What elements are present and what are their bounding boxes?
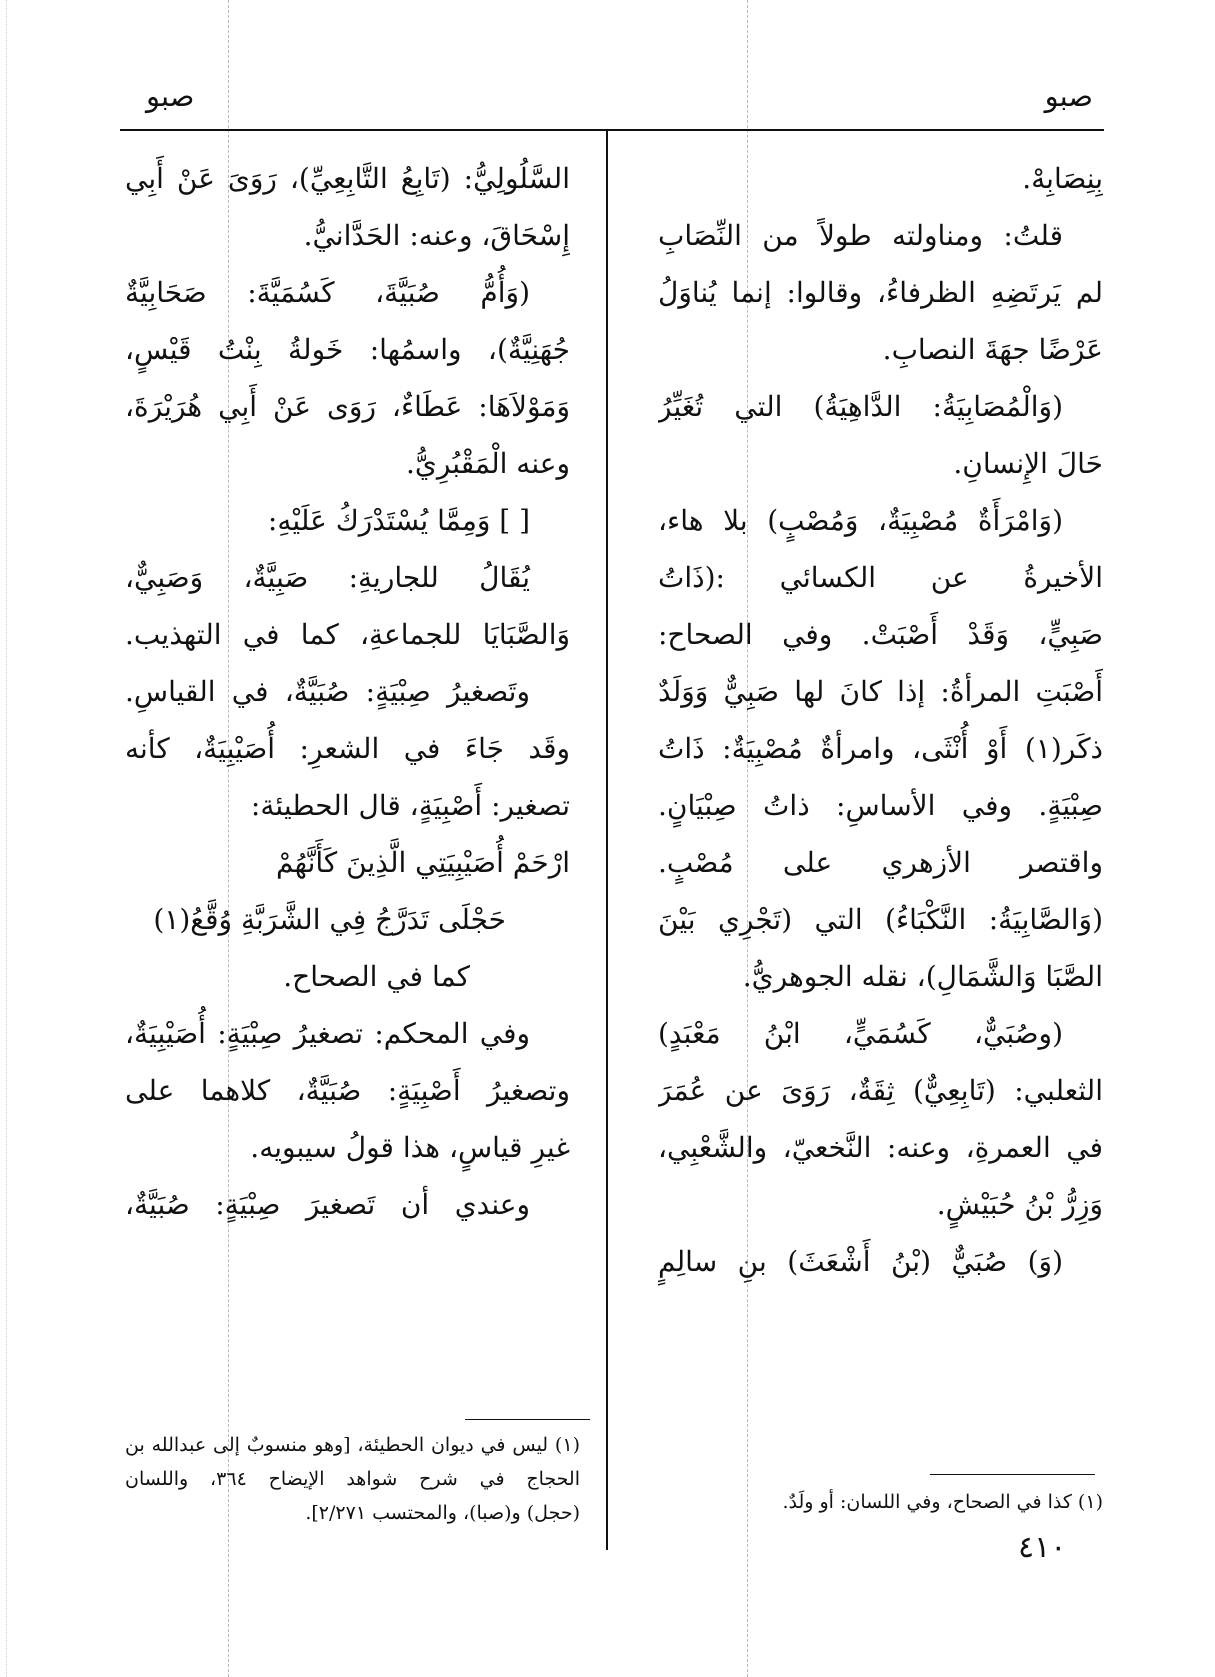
text-line: جُهَنِيَّةٌ)، واسمُها: خَولةُ بِنْتُ قَيْسٍ، — [125, 333, 570, 366]
scan-edge-line — [6, 0, 7, 1677]
text-line: الصَّبَا وَالشَّمَالِ)، نقله الجوهريُّ. — [742, 960, 1103, 993]
text-line: وفي المحكم: تصغيرُ صِبْيَةٍ: أُصَيْبِيَةٌ، — [125, 1017, 530, 1050]
text-line: وتَصغيرُ صِبْيَةٍ: صُبَيَّةٌ، في القياسِ. — [125, 675, 530, 708]
text-line: واقتصر الأزهري على مُصْبٍ. — [658, 846, 1103, 879]
left-column — [125, 150, 570, 1233]
text-line: (وَ) صُبَيٌّ (بْنُ أَشْعَثَ) بنِ سالِمٍ — [658, 1245, 1063, 1278]
footnote-left — [125, 1428, 580, 1530]
text-line: وَالصَّبَايَا للجماعةِ، كما في التهذيب. — [125, 618, 570, 651]
text-line: في العمرةِ، وعنه: النَّخعيّ، والشَّعْبِي، — [658, 1131, 1103, 1164]
text-line: الثعلبي: (تَابِعِيٌّ) ثِقَةٌ، رَوَىَ عن عُمَرَ — [658, 1074, 1103, 1107]
text-line: إِسْحَاقَ، وعنه: الحَدَّانيُّ. — [303, 219, 570, 252]
text-line: عَرْضًا جهَةَ النصابِ. — [882, 333, 1103, 366]
text-line: وقَد جَاءَ في الشعرِ: أُصَيْبِيَةٌ، كأنه — [125, 732, 570, 765]
poem-verse: حَجْلَى تَدَرَّجُ فِي الشَّرَبَّةِ وُقَّعُ(١) — [153, 903, 506, 936]
right-column — [658, 150, 1103, 1290]
text-line: الأخيرةُ عن الكسائي :(ذَاتُ — [658, 561, 1103, 594]
text-line: يُقَالُ للجاريةِ: صَبِيَّةٌ، وَصَبِيٌّ، — [125, 561, 530, 594]
text-line: تصغير: أَصْبِيَةٍ، قال الحطيئة: — [250, 789, 570, 822]
text-line: (وَامْرَأَةٌ مُصْبِيَةٌ، وَمُصْبٍ) بلا هاء، — [658, 504, 1063, 537]
text-line: ذكَر(١) أَوْ أُنْثَى، وامرأةٌ مُصْبِيَةٌ: ذَاتُ — [658, 732, 1103, 765]
text-line: وعنه الْمَقْبُرِيُّ. — [406, 447, 570, 480]
running-head-right: صبو — [1044, 79, 1093, 113]
header-rule — [120, 129, 1104, 131]
text-line: قلتُ: ومناولته طولاً من النِّصَابِ — [658, 219, 1063, 252]
text-line: غيرِ قياسٍ، هذا قولُ سيبويه. — [250, 1131, 570, 1164]
text-line: أَصْبَتِ المرأةُ: إذا كانَ لها صَبِيٌّ وَوَلَدٌ — [658, 675, 1103, 708]
text-line: (وَالْمُصَابِيَةُ: الدَّاهِيَةُ) التي تُغَيِّرُ — [658, 390, 1063, 423]
text-line: وتصغيرُ أَصْبِيَةٍ: صُبَيَّةٌ، كلاهما على — [125, 1074, 570, 1107]
text-line: السَّلُولِيُّ: (تَابِعُ التَّابِعِيِّ)، رَوَىَ عَنْ أَبِي — [125, 162, 570, 195]
text-line: كما في الصحاح. — [283, 960, 470, 993]
text-line: لم يَرتَضِهِ الظرفاءُ، وقالوا: إنما يُناوَلُ — [658, 276, 1103, 309]
footnote-rule — [930, 1474, 1095, 1475]
text-line: وعندي أن تَصغيرَ صِبْيَةٍ: صُبَيَّةٌ، — [125, 1188, 530, 1221]
text-line: (وَأُمُّ صُبَيَّةَ، كَسُمَيَّةَ: صَحَابِيَّةٌ — [125, 276, 530, 309]
footnote-rule — [465, 1419, 590, 1420]
running-head-left: صبو — [146, 79, 195, 113]
text-line: وَزِرُّ بْنُ حُبَيْشٍ. — [936, 1188, 1103, 1221]
column-divider — [606, 130, 608, 1550]
page-number: ٤١٠ — [1018, 1530, 1067, 1565]
text-line: صِبْيَةٍ. وفي الأساسِ: ذاتُ صِبْيَانٍ. — [658, 789, 1103, 822]
text-line: وَمَوْلاَهَا: عَطَاءٌ، رَوَى عَنْ أَبِي هُرَيْرَةَ، — [125, 390, 570, 423]
footnote-line: (١) كذا في الصحاح، وفي اللسان: أو ولَدٌ. — [782, 1491, 1103, 1513]
text-line: بِنِصَابِهْ. — [1022, 162, 1103, 195]
footnote-line: الحجاج في شرح شواهد الإيضاح ٣٦٤، واللسان — [125, 1468, 580, 1490]
text-line: (وصُبَيٌّ، كَسُمَيٍّ، ابْنُ مَعْبَدٍ) — [658, 1017, 1063, 1050]
footnote-line: (حجل) و(صبا)، والمحتسب ٢/٢٧١]. — [305, 1502, 580, 1524]
footnote-line: (١) ليس في ديوان الحطيئة، [وهو منسوبٌ إلى عبدالله بن — [125, 1434, 580, 1456]
footnote-right — [658, 1485, 1103, 1519]
text-line: [ ] وَمِمَّا يُسْتَدْرَكُ عَلَيْهِ: — [267, 504, 530, 537]
text-line: (وَالصَّابِيَةُ: النَّكْبَاءُ) التي (تَجْرِي بَيْنَ — [658, 903, 1103, 936]
text-line: صَبِيٍّ، وَقَدْ أَصْبَتْ. وفي الصحاح: — [658, 618, 1103, 651]
poem-verse: ارْحَمْ أُصَيْبِيَتِي الَّذِينَ كَأَنَّهُمْ — [276, 846, 570, 879]
text-line: حَالَ الإِنسانِ. — [953, 447, 1103, 480]
